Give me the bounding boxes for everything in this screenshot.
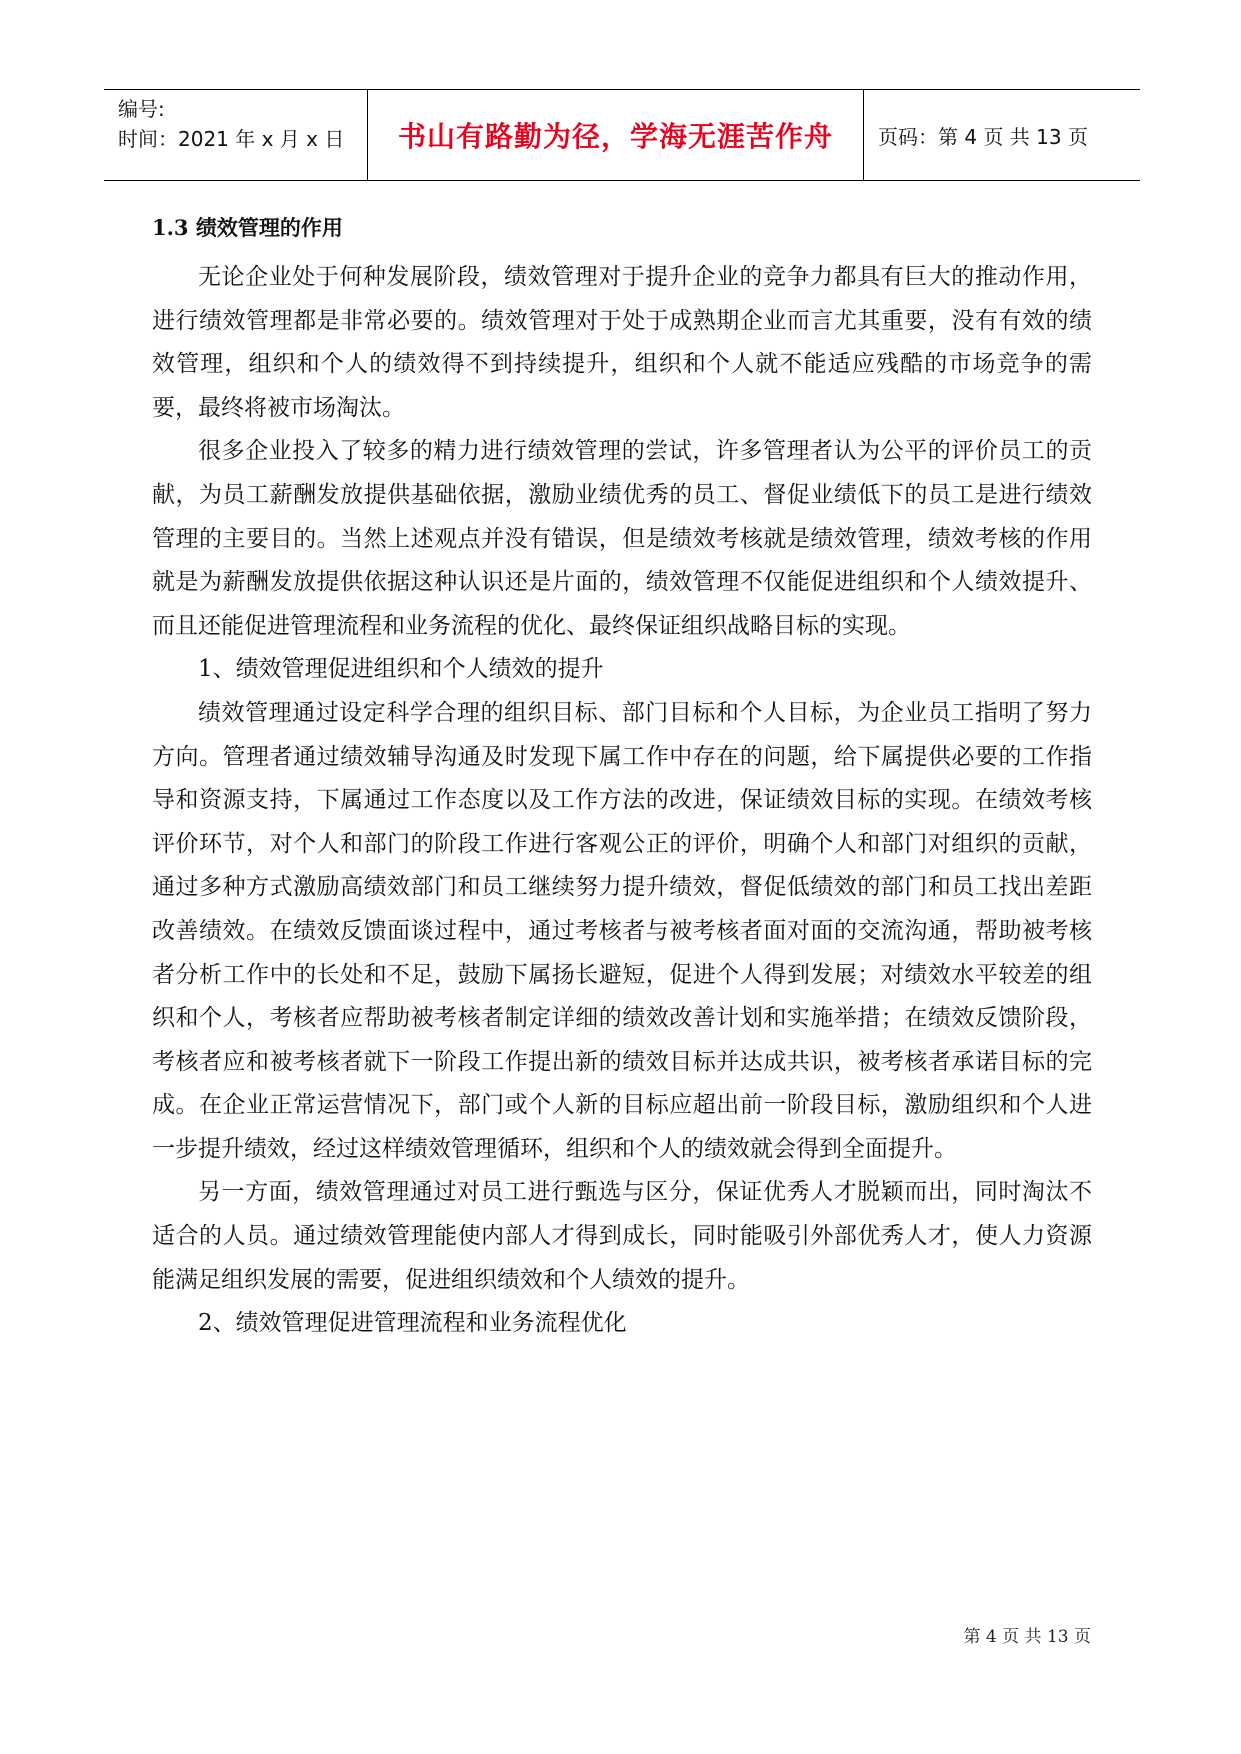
header-motto: 书山有路勤为径，学海无涯苦作舟: [397, 120, 833, 153]
paragraph: 无论企业处于何种发展阶段，绩效管理对于提升企业的竞争力都具有巨大的推动作用，进行绩效管理都是非常必要的。绩效管理对于处于成熟期企业而言尤其重要，没有有效的绩效管理，组织和个人的绩效得不到持续提升，组织和个人就不能适应残酷的市场竞争的需要，最终将被市场淘汰。: [152, 264, 1092, 421]
header-meta: [104, 90, 368, 180]
paragraph: 很多企业投入了较多的精力进行绩效管理的尝试，许多管理者认为公平的评价员工的贡献，为员工薪酬发放提供基础依据，激励业绩优秀的员工、督促业绩低下的员工是进行绩效管理的主要目的。当然上述观点并没有错误，但是绩效考核就是绩效管理，绩效考核的作用就是为薪酬发放提供依据这种认识还是片面的，绩效管理不仅能促进组织和个人绩效提升、而且还能促进管理流程和业务流程的优化、最终保证组织战略目标的实现。: [152, 438, 1092, 639]
section-title: 1.3 绩效管理的作用: [152, 215, 343, 240]
footer-page-number: 第 4 页 共 13 页: [963, 1627, 1091, 1647]
subheading: 2、绩效管理促进管理流程和业务流程优化: [198, 1310, 627, 1337]
subheading: 1、绩效管理促进组织和个人绩效的提升: [198, 656, 604, 683]
document-number-label: 编号:: [118, 97, 165, 121]
header-motto-cell: [368, 90, 864, 180]
page-header: [104, 89, 1140, 181]
document-time: 时间：2021 年 x 月 x 日: [118, 127, 345, 151]
document-body: [152, 210, 1092, 1346]
paragraph: 绩效管理通过设定科学合理的组织目标、部门目标和个人目标，为企业员工指明了努力方向。管理者通过绩效辅导沟通及时发现下属工作中存在的问题，给下属提供必要的工作指导和资源支持，下属通过工作态度以及工作方法的改进，保证绩效目标的实现。在绩效考核评价环节，对个人和部门的阶段工作进行客观公正的评价，明确个人和部门对组织的贡献，通过多种方式激励高绩效部门和员工继续努力提升绩效，督促低绩效的部门和员工找出差距改善绩效。在绩效反馈面谈过程中，通过考核者与被考核者面对面的交流沟通，帮助被考核者分析工作中的长处和不足，鼓励下属扬长避短，促进个人得到发展；对绩效水平较差的组织和个人，考核者应帮助被考核者制定详细的绩效改善计划和实施举措；在绩效反馈阶段，考核者应和被考核者就下一阶段工作提出新的绩效目标并达成共识，被考核者承诺目标的完成。在企业正常运营情况下，部门或个人新的目标应超出前一阶段目标，激励组织和个人进一步提升绩效，经过这样绩效管理循环，组织和个人的绩效就会得到全面提升。: [152, 699, 1092, 1162]
header-page-info-cell: [864, 90, 1140, 180]
paragraph: 另一方面，绩效管理通过对员工进行甄选与区分，保证优秀人才脱颖而出，同时淘汰不适合的人员。通过绩效管理能使内部人才得到成长，同时能吸引外部优秀人才，使人力资源能满足组织发展的需要，促进组织绩效和个人绩效的提升。: [152, 1179, 1092, 1293]
page-footer: [964, 1622, 1091, 1647]
header-page-info: 页码：第 4 页 共 13 页: [878, 124, 1088, 149]
